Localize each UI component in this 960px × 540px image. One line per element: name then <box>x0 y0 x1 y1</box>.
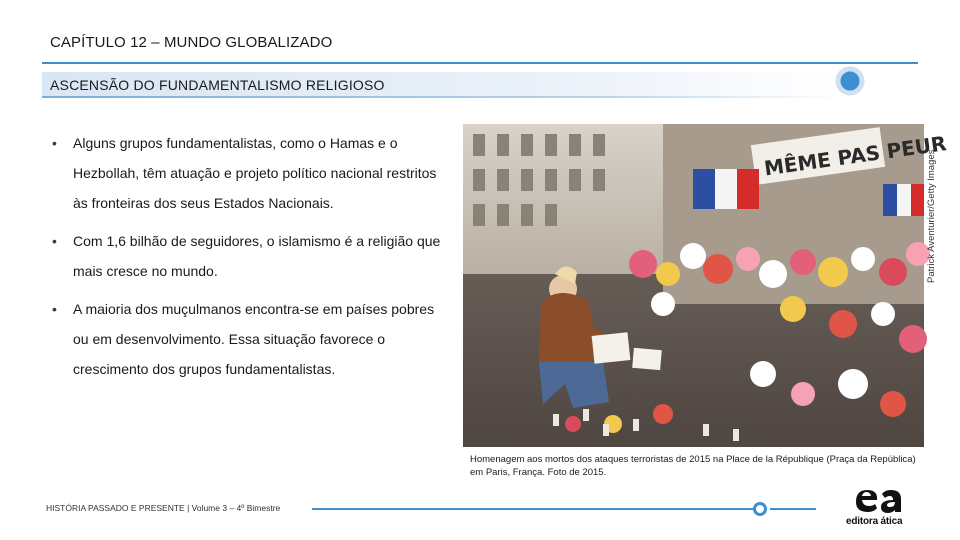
brand-name: editora ática <box>846 516 903 527</box>
bullet-text: A maioria dos muçulmanos encontra-se em países pobres ou em desenvolvimento. Essa situação favorece o crescimento dos grupos fundamentalistas. <box>73 301 435 377</box>
bullet-text: Com 1,6 bilhão de seguidores, o islamismo é a religião que mais cresce no mundo. <box>73 233 441 279</box>
photo-caption: Homenagem aos mortos dos ataques terroristas de 2015 na Place de la République (Praça da República) em Paris, França. Foto de 2015. <box>470 454 916 478</box>
bullet-item <box>52 294 452 384</box>
section-divider <box>42 96 842 98</box>
banner-text: MÊME PAS PEUR <box>762 131 948 181</box>
editora-logo-icon <box>852 484 904 514</box>
bullet-icon: • <box>52 135 57 151</box>
footer-ring-icon <box>753 502 767 516</box>
decorative-ring-icon <box>829 66 871 96</box>
section-title: ASCENSÃO DO FUNDAMENTALISMO RELIGIOSO <box>50 77 385 93</box>
bullet-list <box>52 128 452 392</box>
bullet-text: Alguns grupos fundamentalistas, como o Hamas e o Hezbollah, têm atuação e projeto político nacional restritos às fronteiras dos seus Estados Nacionais. <box>73 135 437 211</box>
photo-credit: Patrick Aventurier/Getty Images <box>926 149 937 283</box>
footer-divider <box>312 508 754 510</box>
bullet-item <box>52 226 452 286</box>
bullet-icon: • <box>52 301 57 317</box>
bullet-icon: • <box>52 233 57 249</box>
footer-text: HISTÓRIA PASSADO E PRESENTE | Volume 3 – 4º Bimestre <box>46 503 281 513</box>
bullet-item <box>52 128 452 218</box>
footer-divider-right <box>770 508 816 510</box>
chapter-title: CAPÍTULO 12 – MUNDO GLOBALIZADO <box>50 34 333 51</box>
header-divider <box>42 62 918 64</box>
